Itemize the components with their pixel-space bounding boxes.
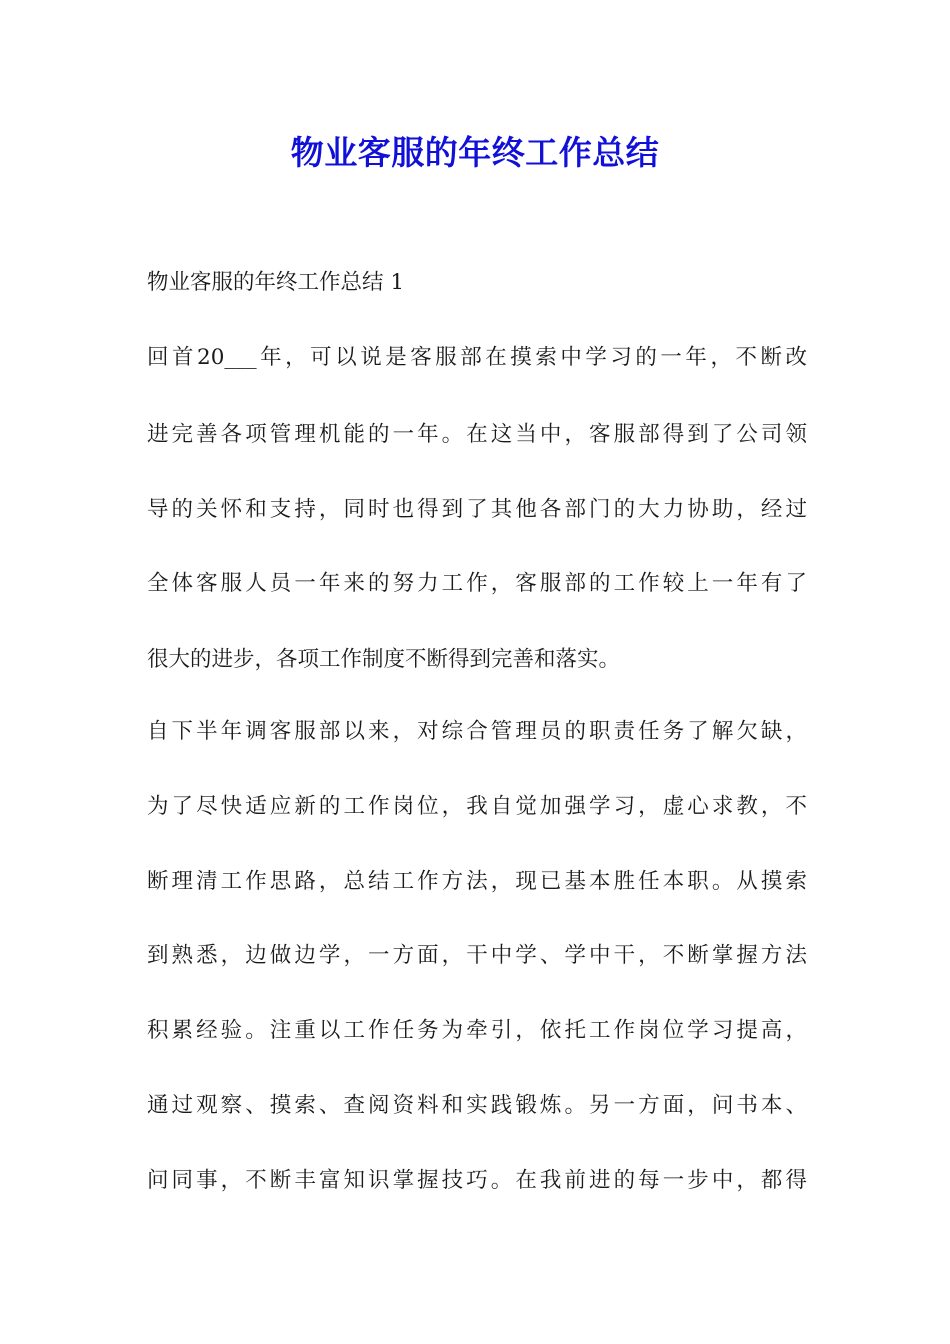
paragraph-line: 到熟悉，边做边学，一方面，干中学、学中干，不断掌握方法 <box>147 943 807 968</box>
paragraph-line: 通过观察、摸索、查阅资料和实践锻炼。另一方面，问书本、 <box>147 1093 807 1118</box>
paragraph-line: 积累经验。注重以工作任务为牵引，依托工作岗位学习提高， <box>147 1018 807 1043</box>
paragraph-line: 自下半年调客服部以来，对综合管理员的职责任务了解欠缺， <box>147 719 807 744</box>
paragraph-line: 进完善各项管理机能的一年。在这当中，客服部得到了公司领 <box>147 422 807 447</box>
paragraph-line: 导的关怀和支持，同时也得到了其他各部门的大力协助，经过 <box>147 497 807 522</box>
section-heading: 物业客服的年终工作总结 1 <box>147 270 405 295</box>
paragraph-line: 问同事，不断丰富知识掌握技巧。在我前进的每一步中，都得 <box>147 1168 807 1193</box>
paragraph-line: 很大的进步，各项工作制度不断得到完善和落实。 <box>147 647 621 672</box>
document-title: 物业客服的年终工作总结 <box>290 133 660 172</box>
paragraph-line: 断理清工作思路，总结工作方法，现已基本胜任本职。从摸索 <box>147 869 807 894</box>
paragraph-line: 全体客服人员一年来的努力工作，客服部的工作较上一年有了 <box>147 571 807 596</box>
paragraph-line: 为了尽快适应新的工作岗位，我自觉加强学习，虚心求教，不 <box>147 794 807 819</box>
paragraph-line: 回首20___年，可以说是客服部在摸索中学习的一年，不断改 <box>147 345 807 370</box>
